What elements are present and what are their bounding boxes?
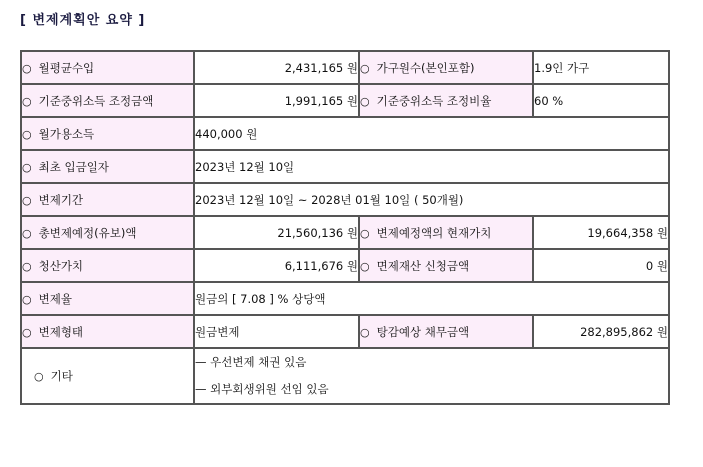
circle-bullet-icon: ○ <box>360 259 370 273</box>
label-cell <box>21 51 194 84</box>
repayment-type-label: 변제형태 <box>38 324 84 339</box>
expected-forgiveness-label: 탕감예상 채무금액 <box>376 324 470 339</box>
table-row <box>21 216 669 249</box>
disposable-income-label: 월가용소득 <box>38 126 95 141</box>
circle-bullet-icon: ○ <box>22 94 32 108</box>
other-label: 기타 <box>50 369 73 383</box>
label-cell <box>359 315 533 348</box>
repayment-summary-table <box>20 50 670 405</box>
exempt-property-label: 면제재산 신청금액 <box>376 258 470 273</box>
circle-bullet-icon: ○ <box>360 226 370 240</box>
monthly-income-label: 월평균수입 <box>38 60 95 75</box>
present-value-label: 변제예정액의 현재가치 <box>376 225 492 240</box>
table-row <box>21 315 669 348</box>
table-row <box>21 348 669 404</box>
circle-bullet-icon: ○ <box>360 61 370 75</box>
label-cell <box>21 216 194 249</box>
label-cell <box>21 84 194 117</box>
section-title: [ 변제계획안 요약 ] <box>20 13 146 28</box>
circle-bullet-icon: ○ <box>22 127 32 141</box>
label-cell <box>359 249 533 282</box>
circle-bullet-icon: ○ <box>22 193 32 207</box>
label-cell <box>21 348 194 404</box>
first-deposit-date-value: 2023년 12월 10일 <box>194 150 669 183</box>
median-income-ratio-value: 60 % <box>533 84 669 117</box>
table-row <box>21 117 669 150</box>
table-row <box>21 150 669 183</box>
note-external-trustee: — 외부회생위원 선임 있음 <box>195 382 329 396</box>
label-cell <box>21 117 194 150</box>
expected-forgiveness-value: 282,895,862 원 <box>533 315 669 348</box>
label-cell <box>359 216 533 249</box>
circle-bullet-icon: ○ <box>22 160 32 174</box>
other-notes <box>194 348 669 404</box>
label-cell <box>21 183 194 216</box>
circle-bullet-icon: ○ <box>22 226 32 240</box>
liquidation-value-label: 청산가치 <box>38 258 84 273</box>
median-income-ratio-label: 기준중위소득 조정비율 <box>376 93 492 108</box>
table-row <box>21 282 669 315</box>
table-row <box>21 51 669 84</box>
circle-bullet-icon: ○ <box>360 325 370 339</box>
household-size-label: 가구원수(본인포함) <box>376 60 475 75</box>
exempt-property-value: 0 원 <box>533 249 669 282</box>
circle-bullet-icon: ○ <box>22 292 32 306</box>
household-size-value: 1.9인 가구 <box>533 51 669 84</box>
label-cell <box>359 51 533 84</box>
table-row <box>21 183 669 216</box>
circle-bullet-icon: ○ <box>22 259 32 273</box>
table-row <box>21 249 669 282</box>
table-row <box>21 84 669 117</box>
label-cell <box>21 150 194 183</box>
label-cell <box>21 249 194 282</box>
label-cell <box>21 282 194 315</box>
circle-bullet-icon: ○ <box>22 61 32 75</box>
median-income-amount-label: 기준중위소득 조정금액 <box>38 93 154 108</box>
note-preferential-claim: — 우선변제 채권 있음 <box>195 355 307 369</box>
present-value-value: 19,664,358 원 <box>533 216 669 249</box>
label-cell <box>359 84 533 117</box>
repayment-period-value: 2023년 12월 10일 ~ 2028년 01월 10일 ( 50개월) <box>194 183 669 216</box>
median-income-amount-value: 1,991,165 원 <box>194 84 359 117</box>
repayment-rate-value: 원금의 [ 7.08 ] % 상당액 <box>194 282 669 315</box>
disposable-income-value: 440,000 원 <box>194 117 669 150</box>
circle-bullet-icon: ○ <box>34 370 44 383</box>
label-cell <box>21 315 194 348</box>
liquidation-value-value: 6,111,676 원 <box>194 249 359 282</box>
monthly-income-value: 2,431,165 원 <box>194 51 359 84</box>
repayment-rate-label: 변제율 <box>38 291 72 306</box>
total-repayment-label: 총변제예정(유보)액 <box>38 225 137 240</box>
repayment-period-label: 변제기간 <box>38 192 84 207</box>
total-repayment-value: 21,560,136 원 <box>194 216 359 249</box>
circle-bullet-icon: ○ <box>360 94 370 108</box>
circle-bullet-icon: ○ <box>22 325 32 339</box>
first-deposit-date-label: 최초 입금일자 <box>38 159 109 174</box>
repayment-type-value: 원금변제 <box>194 315 359 348</box>
